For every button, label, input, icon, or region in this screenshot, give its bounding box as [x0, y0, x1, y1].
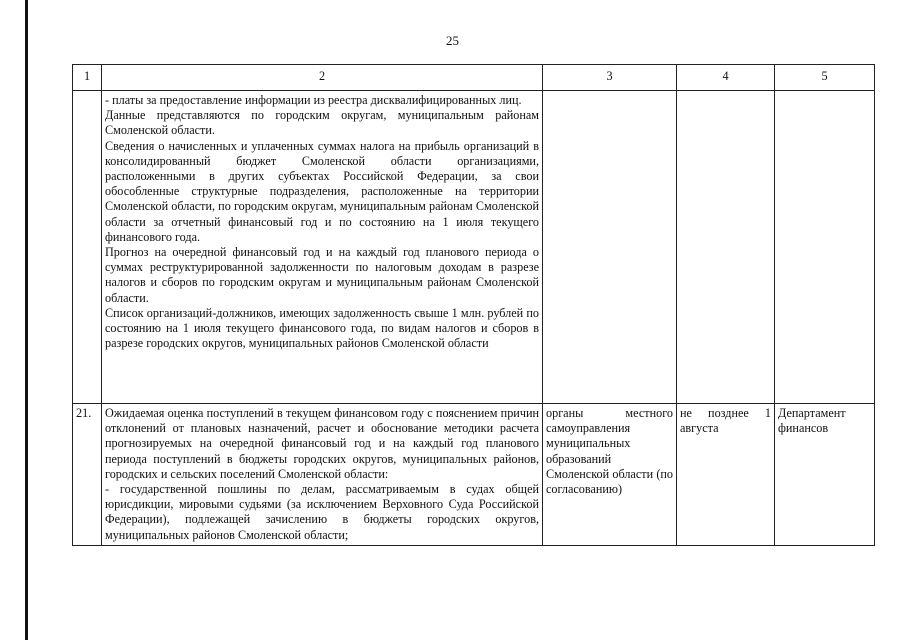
- row-number: 21.: [73, 404, 102, 546]
- page-number: 25: [446, 33, 459, 48]
- header-col-3: 3: [543, 65, 677, 91]
- page-edge-bar: [25, 0, 28, 640]
- row-responsible: органы местного самоуправления муниципальных образований Смоленской области (по согласованию): [543, 404, 677, 546]
- table-row-continued: [73, 91, 875, 404]
- header-col-1: 1: [73, 65, 102, 91]
- header-col-5: 5: [775, 65, 875, 91]
- row-deadline: [677, 91, 775, 404]
- header-col-4: 4: [677, 65, 775, 91]
- row-recipient: Департамент финансов: [775, 404, 875, 546]
- header-col-2: 2: [102, 65, 543, 91]
- description-paragraph: Список организаций-должников, имеющих задолженность свыше 1 млн. рублей по состоянию на 1 июля текущего финансового года, по видам налогов и сборов в разрезе городских округов, муниципальных районов Смоленской области: [105, 305, 539, 351]
- description-paragraph: Сведения о начисленных и уплаченных суммах налога на прибыль организаций в консолидированный бюджет Смоленской области организациями, расположенными в других субъектах Российской Федерации, за свои обособленные структурные подразделения, расположенные на территории Смоленской области, по городским округам, муниципальным районам Смоленской области за отчетный финансовый год и по состоянию на 1 июля текущего финансового года.: [105, 138, 539, 244]
- table-row-21: [73, 404, 875, 546]
- description-paragraph: Прогноз на очередной финансовый год и на каждый год планового периода о суммах реструктурированной задолженности по налоговым доходам в разрезе налогов и сборов по городским округам и муниципальным районам Смоленской области.: [105, 245, 539, 305]
- row-number: [73, 91, 102, 404]
- document-table: [72, 64, 875, 546]
- row-responsible: [543, 91, 677, 404]
- row-recipient: [775, 91, 875, 404]
- description-paragraph: Ожидаемая оценка поступлений в текущем финансовом году с пояснением причин отклонений от плановых назначений, расчет и обоснование методики расчета прогнозируемых на очередной финансовый год и на каждый год планового периода поступлений в бюджеты городских округов, муниципальных районов, городских и сельских поселений Смоленской области:: [105, 406, 539, 481]
- row-description: [102, 91, 543, 404]
- description-paragraph: Данные представляются по городским округам, муниципальным районам Смоленской области.: [105, 108, 539, 138]
- description-paragraph: - государственной пошлины по делам, рассматриваемым в судах общей юрисдикции, мировыми судьями (за исключением Верховного Суда Российской Федерации), подлежащей зачислению в бюджеты городских округов, муниципальных районов Смоленской области;: [105, 482, 539, 542]
- row-deadline: не позднее 1 августа: [677, 404, 775, 546]
- row-description: [102, 404, 543, 546]
- table-header-row: [73, 65, 875, 91]
- description-paragraph: - платы за предоставление информации из реестра дисквалифицированных лиц.: [105, 93, 522, 107]
